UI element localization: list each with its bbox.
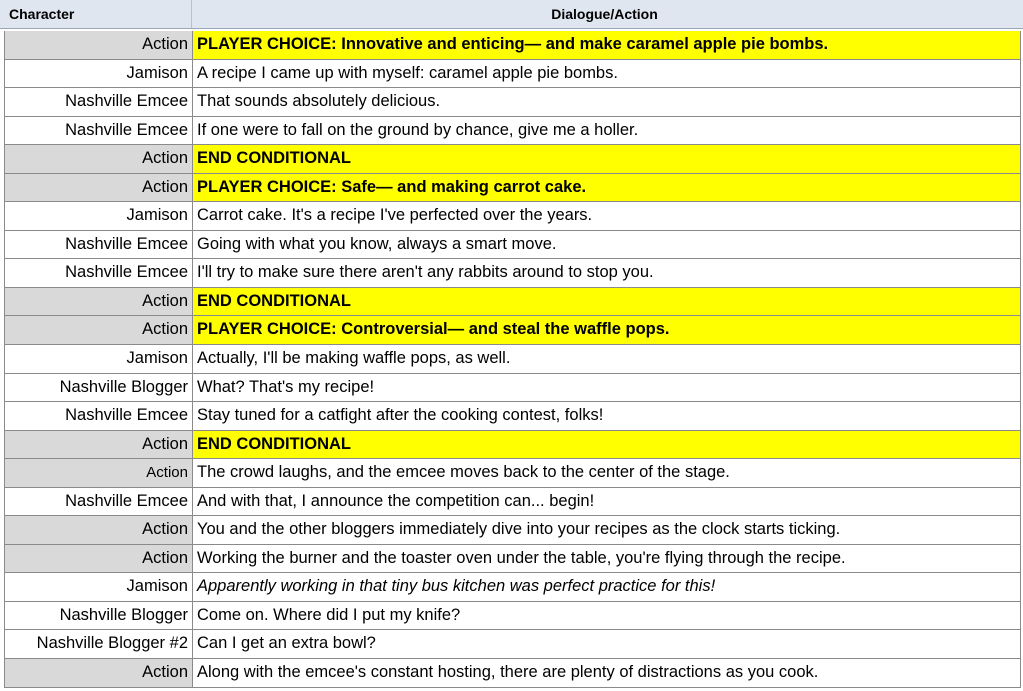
- dialogue-cell[interactable]: What? That's my recipe!: [193, 374, 1021, 402]
- character-cell[interactable]: Nashville Blogger: [5, 374, 193, 402]
- table-row: [5, 659, 1021, 688]
- table-row: [5, 374, 1021, 403]
- character-cell[interactable]: Action: [5, 288, 193, 316]
- dialogue-cell[interactable]: And with that, I announce the competition can... begin!: [193, 488, 1021, 516]
- dialogue-cell[interactable]: A recipe I came up with myself: caramel apple pie bombs.: [193, 60, 1021, 88]
- dialogue-cell[interactable]: END CONDITIONAL: [193, 288, 1021, 316]
- dialogue-cell[interactable]: Apparently working in that tiny bus kitchen was perfect practice for this!: [193, 573, 1021, 601]
- dialogue-cell[interactable]: PLAYER CHOICE: Controversial— and steal the waffle pops.: [193, 316, 1021, 344]
- table-row: [5, 88, 1021, 117]
- table-row: [5, 60, 1021, 89]
- dialogue-cell[interactable]: END CONDITIONAL: [193, 145, 1021, 173]
- column-header-dialogue[interactable]: Dialogue/Action: [551, 6, 658, 22]
- table-row: [5, 202, 1021, 231]
- character-cell[interactable]: Nashville Emcee: [5, 88, 193, 116]
- dialogue-cell[interactable]: The crowd laughs, and the emcee moves back to the center of the stage.: [193, 459, 1021, 487]
- table-row: [5, 630, 1021, 659]
- character-cell[interactable]: Action: [5, 545, 193, 573]
- table-row: [5, 431, 1021, 460]
- dialogue-cell[interactable]: You and the other bloggers immediately dive into your recipes as the clock starts ticking.: [193, 516, 1021, 544]
- character-cell[interactable]: Action: [5, 431, 193, 459]
- table-row: [5, 259, 1021, 288]
- dialogue-cell[interactable]: Along with the emcee's constant hosting, there are plenty of distractions as you cook.: [193, 659, 1021, 687]
- dialogue-cell[interactable]: Actually, I'll be making waffle pops, as well.: [193, 345, 1021, 373]
- character-cell[interactable]: Nashville Emcee: [5, 231, 193, 259]
- table-row: [5, 174, 1021, 203]
- table-row: [5, 345, 1021, 374]
- column-header-character[interactable]: Character: [0, 0, 192, 28]
- table-row: [5, 602, 1021, 631]
- table-row: [5, 459, 1021, 488]
- dialogue-cell[interactable]: PLAYER CHOICE: Safe— and making carrot cake.: [193, 174, 1021, 202]
- character-cell[interactable]: Action: [5, 31, 193, 59]
- dialogue-cell[interactable]: Carrot cake. It's a recipe I've perfected over the years.: [193, 202, 1021, 230]
- table-row: [5, 488, 1021, 517]
- dialogue-cell[interactable]: I'll try to make sure there aren't any rabbits around to stop you.: [193, 259, 1021, 287]
- character-cell[interactable]: Action: [5, 459, 193, 487]
- table-row: [5, 231, 1021, 260]
- dialogue-cell[interactable]: That sounds absolutely delicious.: [193, 88, 1021, 116]
- character-cell[interactable]: Action: [5, 659, 193, 687]
- character-cell[interactable]: Action: [5, 145, 193, 173]
- character-cell[interactable]: Nashville Emcee: [5, 117, 193, 145]
- table-row: [5, 117, 1021, 146]
- dialogue-cell[interactable]: If one were to fall on the ground by chance, give me a holler.: [193, 117, 1021, 145]
- dialogue-cell[interactable]: Going with what you know, always a smart move.: [193, 231, 1021, 259]
- table-row: [5, 31, 1021, 60]
- table-row: [5, 288, 1021, 317]
- table-row: [5, 516, 1021, 545]
- character-cell[interactable]: Action: [5, 316, 193, 344]
- dialogue-cell[interactable]: PLAYER CHOICE: Innovative and enticing— and make caramel apple pie bombs.: [193, 31, 1021, 59]
- table-row: [5, 573, 1021, 602]
- dialogue-cell[interactable]: END CONDITIONAL: [193, 431, 1021, 459]
- character-cell[interactable]: Jamison: [5, 60, 193, 88]
- dialogue-cell[interactable]: Working the burner and the toaster oven under the table, you're flying through the recipe.: [193, 545, 1021, 573]
- character-cell[interactable]: Jamison: [5, 345, 193, 373]
- script-rows: [4, 31, 1021, 688]
- table-row: [5, 316, 1021, 345]
- character-cell[interactable]: Action: [5, 516, 193, 544]
- character-cell[interactable]: Nashville Emcee: [5, 259, 193, 287]
- character-cell[interactable]: Jamison: [5, 202, 193, 230]
- character-cell[interactable]: Action: [5, 174, 193, 202]
- dialogue-cell[interactable]: Stay tuned for a catfight after the cooking contest, folks!: [193, 402, 1021, 430]
- dialogue-cell[interactable]: Come on. Where did I put my knife?: [193, 602, 1021, 630]
- character-cell[interactable]: Nashville Emcee: [5, 488, 193, 516]
- character-cell[interactable]: Nashville Emcee: [5, 402, 193, 430]
- character-cell[interactable]: Nashville Blogger: [5, 602, 193, 630]
- table-row: [5, 145, 1021, 174]
- table-row: [5, 545, 1021, 574]
- character-cell[interactable]: Jamison: [5, 573, 193, 601]
- column-header-row: [0, 0, 1023, 29]
- dialogue-cell[interactable]: Can I get an extra bowl?: [193, 630, 1021, 658]
- character-cell[interactable]: Nashville Blogger #2: [5, 630, 193, 658]
- table-row: [5, 402, 1021, 431]
